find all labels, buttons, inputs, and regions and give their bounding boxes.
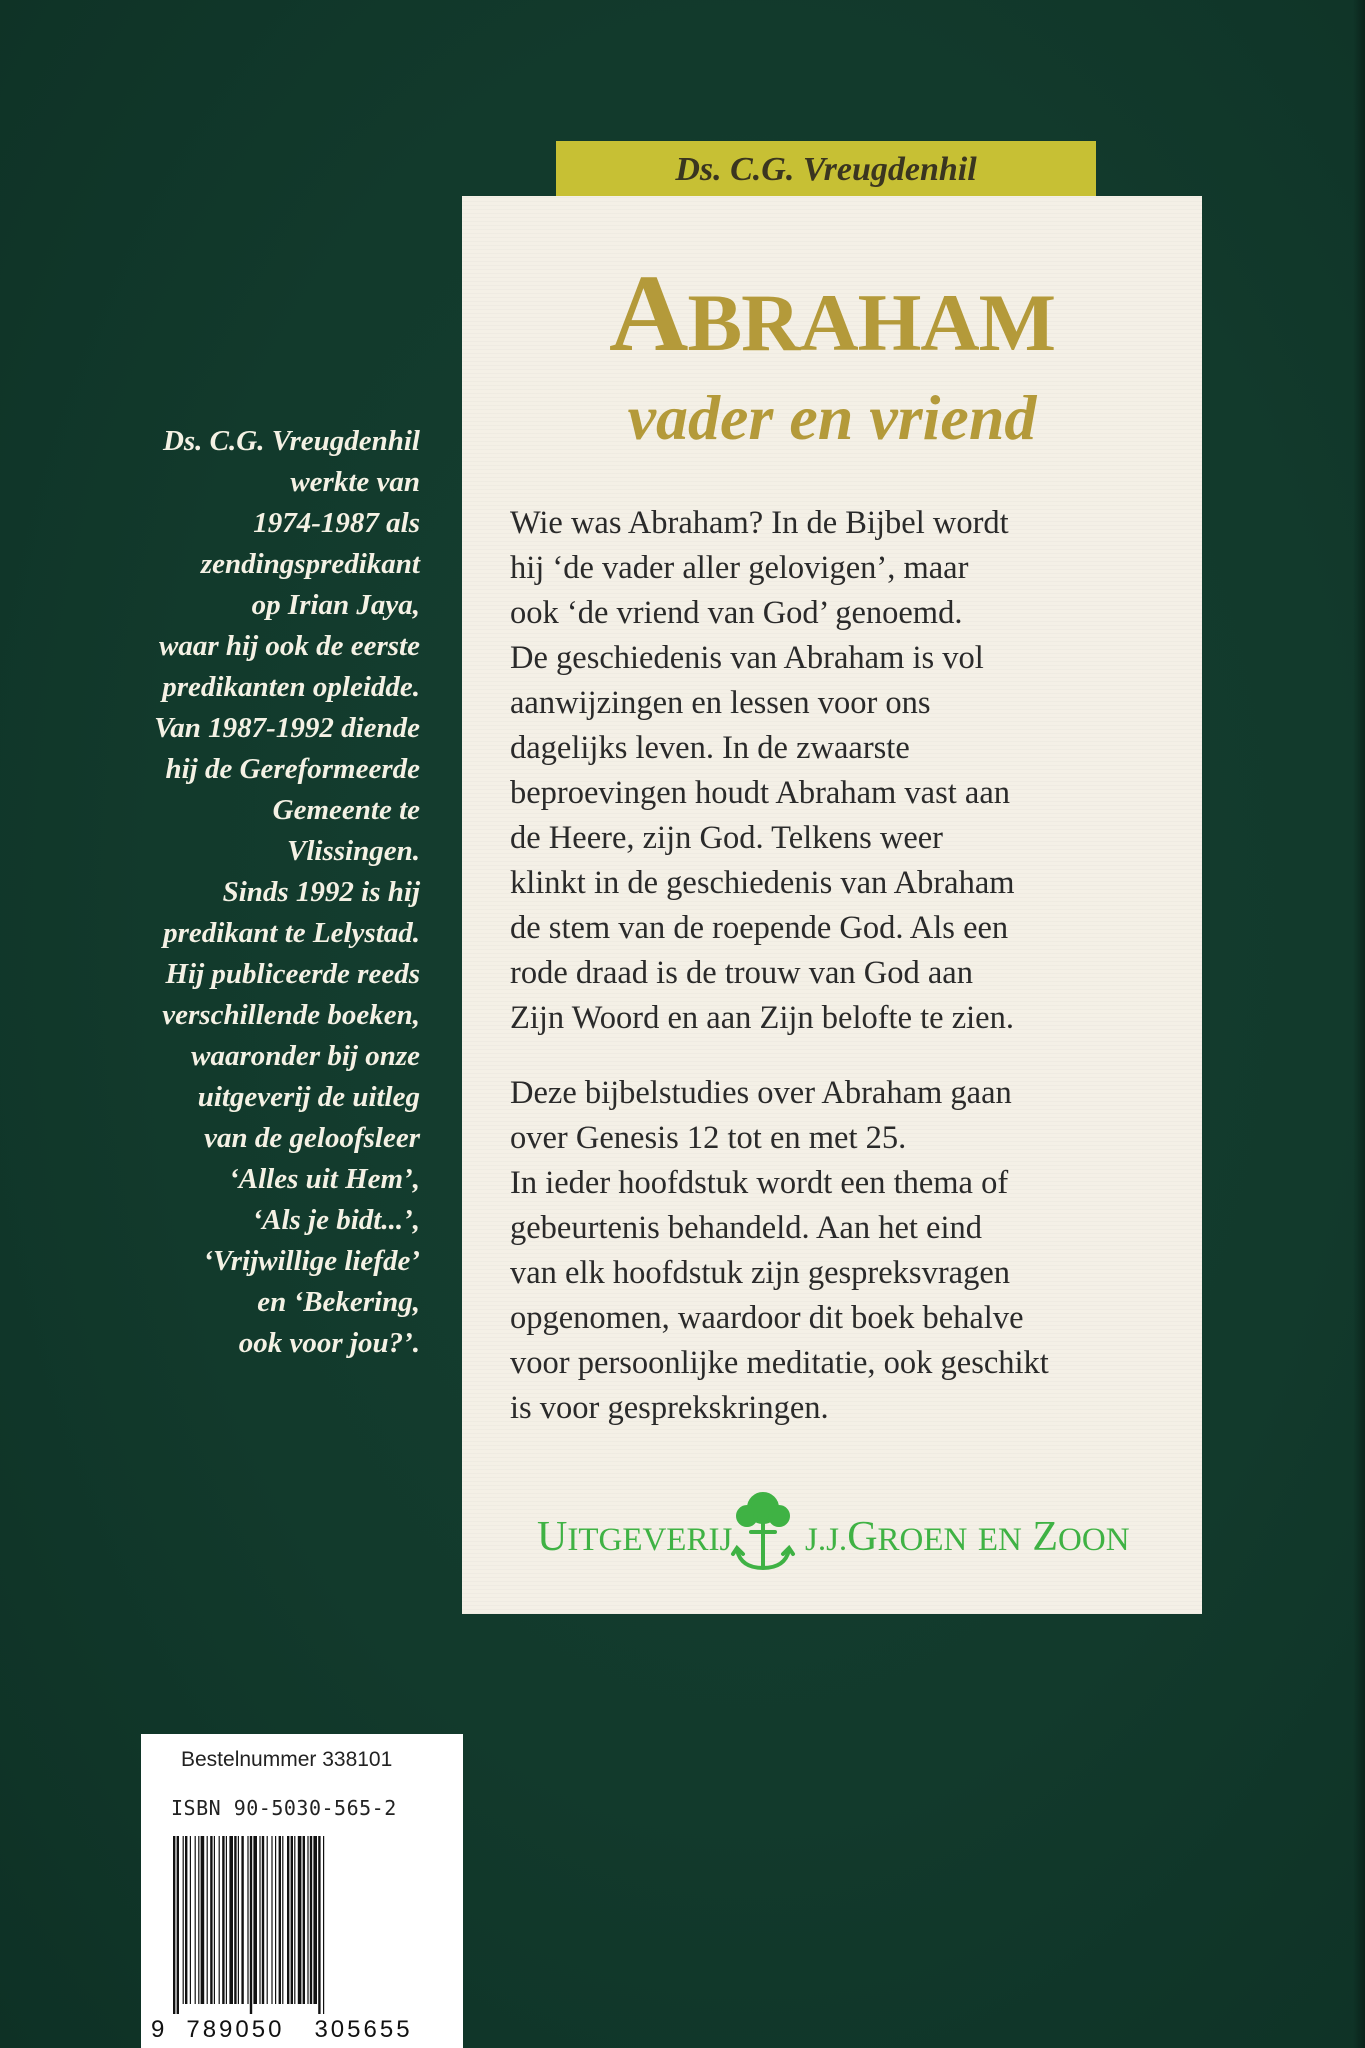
description-line: voor persoonlijke meditatie, ook geschikt	[510, 1345, 1049, 1381]
bio-line: Hij publiceerde reeds	[165, 958, 420, 990]
barcode-bar	[267, 1836, 268, 2004]
barcode-bar	[313, 1836, 317, 2004]
bio-line: Sinds 1992 is hij	[222, 876, 420, 908]
barcode-bar	[275, 1836, 276, 2004]
bio-line: 1974-1987 als	[253, 507, 420, 539]
bio-line: predikanten opleidde.	[162, 671, 420, 703]
publisher-initial: Z	[1032, 1514, 1059, 1560]
barcode-bar	[177, 1836, 179, 2014]
barcode-icon	[173, 1836, 441, 2014]
barcode-bar	[259, 1836, 260, 2004]
description-line: van elk hoofdstuk zijn gespreksvragen	[510, 1255, 1011, 1291]
bio-line: Gemeente te	[272, 794, 420, 826]
bio-line: van de geloofsleer	[204, 1122, 420, 1154]
barcode-bar	[323, 1836, 324, 2014]
barcode-bar	[195, 1836, 196, 2004]
bio-line: hij de Gereformeerde	[165, 753, 420, 785]
bio-line: predikant te Lelystad.	[163, 917, 420, 949]
book-subtitle: vader en vriend	[627, 382, 1037, 453]
cover-edge-shadow	[1353, 0, 1365, 2048]
barcode-bar	[282, 1836, 283, 2004]
bio-line: Ds. C.G. Vreugdenhil	[162, 425, 420, 457]
bio-line: ‘Vrijwillige liefde’	[203, 1245, 420, 1277]
book-title	[462, 252, 1202, 374]
description-panel	[462, 196, 1202, 1614]
bio-line: ‘Alles uit Hem’,	[229, 1163, 420, 1195]
barcode-bar	[226, 1836, 227, 2004]
barcode-bar	[198, 1836, 199, 2004]
description-line: beproevingen houdt Abraham vast aan	[510, 775, 1010, 811]
description-line: ook ‘de vriend van God’ genoemd.	[510, 595, 963, 631]
barcode-bar	[185, 1836, 187, 2004]
order-number: Bestelnummer 338101	[181, 1748, 393, 1771]
title-initial: A	[609, 252, 688, 374]
barcode-bar	[229, 1836, 233, 2004]
description-line: klinkt in de geschiedenis van Abraham	[510, 865, 1015, 901]
description-line: Zijn Woord en aan Zijn belofte te zien.	[510, 1000, 1014, 1036]
description-line: de Heere, zijn God. Telkens weer	[510, 820, 943, 856]
description-line: In ieder hoofdstuk wordt een thema of	[510, 1165, 1009, 1201]
bio-line: werkte van	[290, 466, 420, 498]
barcode-bar	[253, 1836, 257, 2004]
barcode-bar	[310, 1836, 312, 2004]
barcode-bar	[238, 1836, 239, 2004]
bio-line: ook voor jou?’.	[238, 1327, 420, 1359]
ean-digits	[151, 2016, 413, 2044]
description-line: dagelijks leven. In de zwaarste	[510, 730, 910, 766]
description-line: opgenomen, waardoor dit boek behalve	[510, 1300, 1024, 1336]
description-paragraph-2	[510, 1071, 1190, 1431]
bio-line: waar hij ook de eerste	[159, 630, 420, 662]
barcode-bar	[303, 1836, 305, 2004]
barcode-bar	[219, 1836, 220, 2004]
description-line: is voor gesprekskringen.	[510, 1390, 829, 1426]
bio-line: ‘Als je bidt...’,	[252, 1204, 420, 1236]
barcode-bar	[207, 1836, 208, 2004]
publisher-prefix: J.J.	[805, 1522, 848, 1558]
barcode-bar	[247, 1836, 248, 2004]
title-rest: BRAHAM	[687, 277, 1055, 368]
author-biography	[60, 421, 420, 1364]
description-line: de stem van de roepende God. Als een	[510, 910, 1009, 946]
publisher-rest: EN	[977, 1522, 1022, 1558]
description-line: gebeurtenis behandeld. Aan het eind	[510, 1210, 982, 1246]
description-line: De geschiedenis van Abraham is vol	[510, 640, 984, 676]
publisher-name-left	[537, 1516, 732, 1558]
barcode-bar	[183, 1836, 184, 2004]
bio-line: verschillende boeken,	[162, 999, 420, 1031]
barcode-label	[141, 1734, 463, 2048]
author-name: Ds. C.G. Vreugdenhil	[675, 150, 977, 188]
barcode-bar	[294, 1836, 295, 2004]
barcode-bar	[222, 1836, 224, 2004]
barcode-bar	[287, 1836, 289, 2004]
description-line: hij ‘de vader aller gelovigen’, maar	[510, 550, 969, 586]
publisher-rest: OON	[1058, 1522, 1130, 1558]
barcode-bar	[250, 1836, 252, 2014]
publisher-rest: ROEN	[877, 1522, 968, 1558]
barcode-bar	[318, 1836, 320, 2014]
isbn-number: ISBN 90-5030-565-2	[171, 1796, 397, 1820]
description-line: over Genesis 12 tot en met 25.	[510, 1120, 907, 1156]
publisher-name-right	[805, 1516, 1130, 1558]
bio-line: Van 1987-1992 diende	[154, 712, 420, 744]
bio-line: Vlissingen.	[287, 835, 420, 867]
tree-anchor-logo-icon	[727, 1488, 799, 1576]
barcode-bar	[210, 1836, 212, 2004]
bio-line: en ‘Bekering,	[257, 1286, 420, 1318]
description-line: aanwijzingen en lessen voor ons	[510, 685, 931, 721]
description-line: rode draad is de trouw van God aan	[510, 955, 973, 991]
ean-first-digit: 9	[151, 2016, 165, 2043]
publisher-initial: G	[847, 1514, 878, 1560]
barcode-bar	[307, 1836, 308, 2004]
publisher-rest: ITGEVERIJ	[567, 1522, 733, 1558]
bio-line: op Irian Jaya,	[251, 589, 420, 621]
barcode-bar	[262, 1836, 264, 2004]
description-paragraph-1	[510, 501, 1190, 1041]
bio-line: uitgeverij de uitleg	[197, 1081, 420, 1113]
publisher-initial: U	[537, 1514, 568, 1560]
barcode-bar	[234, 1836, 236, 2004]
book-description	[510, 501, 1190, 1431]
description-line: Deze bijbelstudies over Abraham gaan	[510, 1075, 1012, 1111]
barcode-bar	[241, 1836, 243, 2004]
barcode-bar	[291, 1836, 293, 2004]
barcode-bar	[271, 1836, 272, 2004]
barcode-bar	[173, 1836, 175, 2014]
author-banner	[556, 141, 1096, 198]
bio-line: zendingspredikant	[200, 548, 420, 580]
bio-line: waaronder bij onze	[191, 1040, 420, 1072]
barcode-bar	[214, 1836, 215, 2004]
barcode-bar	[201, 1836, 205, 2004]
barcode-bar	[298, 1836, 302, 2004]
barcode-bar	[190, 1836, 191, 2004]
publisher-logo	[537, 1488, 1137, 1578]
barcode-bar	[279, 1836, 281, 2004]
ean-right-group: 305655	[314, 2016, 413, 2043]
description-line: Wie was Abraham? In de Bijbel wordt	[510, 505, 1009, 541]
ean-left-group: 789050	[186, 2016, 285, 2043]
